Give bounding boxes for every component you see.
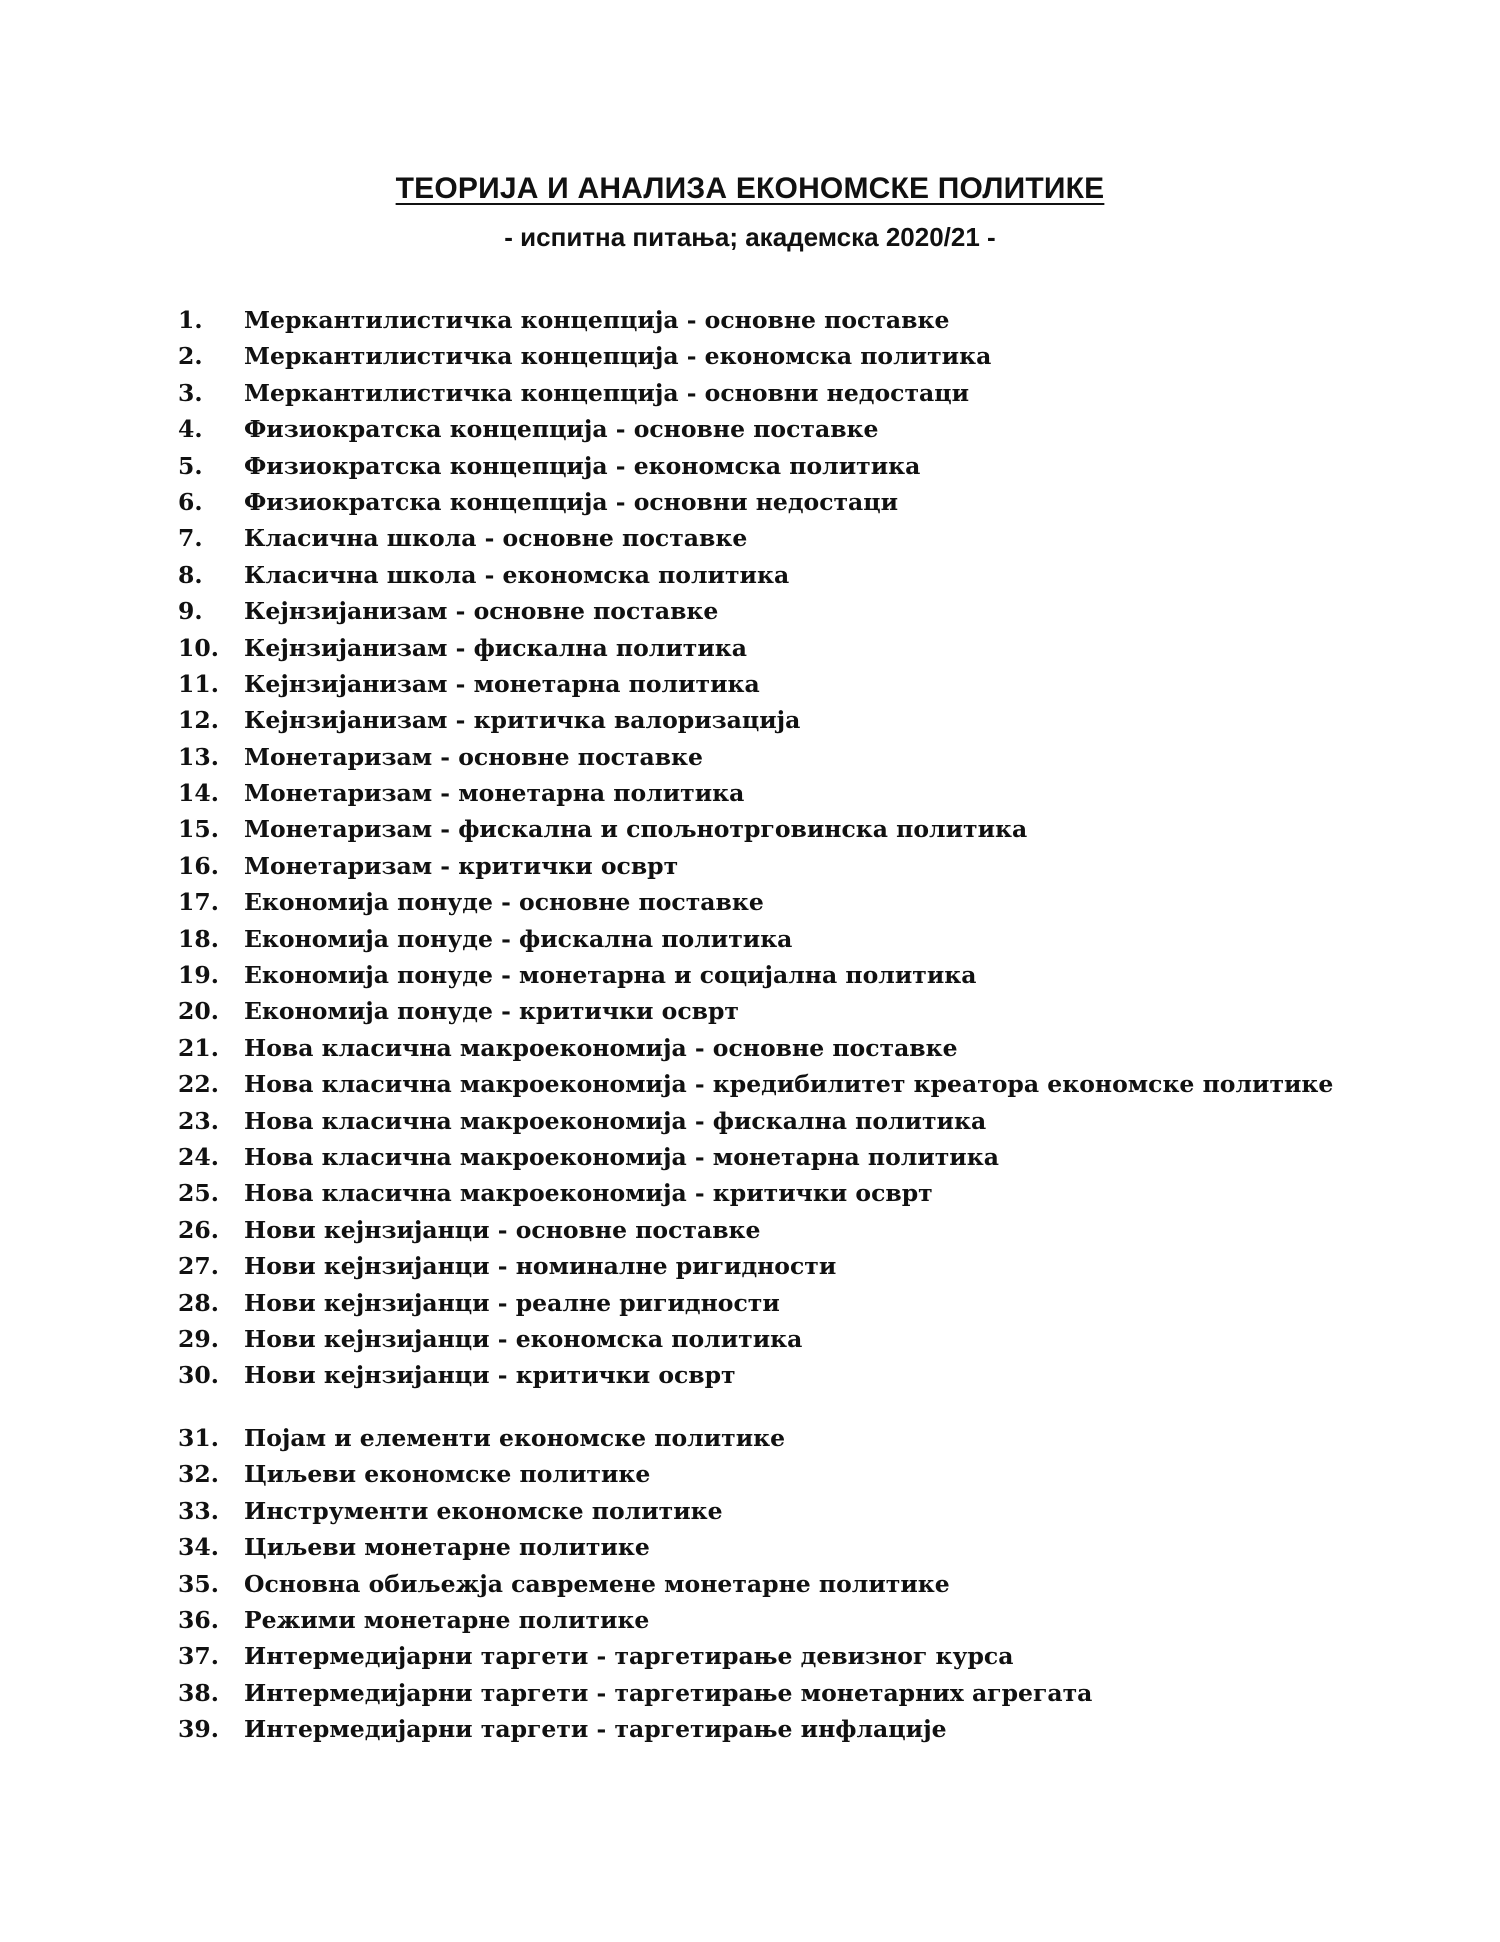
- question-number: 1.: [178, 306, 203, 334]
- question-item: [178, 848, 1333, 884]
- question-item: [178, 520, 1333, 556]
- question-text: Економија понуде - фискална политика: [244, 924, 793, 953]
- question-text: Физиократска концепција - основне поставке: [244, 415, 879, 444]
- question-item: [178, 993, 1333, 1029]
- question-number: 8.: [178, 560, 203, 589]
- question-text: Меркантилистичка концепција - економска политика: [244, 342, 992, 371]
- question-number: 18.: [178, 924, 219, 953]
- question-text: Нови кејнзијанци - критички осврт: [244, 1361, 736, 1390]
- question-number: 33.: [178, 1496, 219, 1525]
- question-text: Интермедијарни таргети - таргетирање монетарних агрегата: [244, 1678, 1093, 1707]
- question-text: Интермедијарни таргети - таргетирање инфлације: [244, 1715, 947, 1744]
- question-item: [178, 739, 1333, 775]
- question-text: Физиократска концепција - економска политика: [244, 451, 921, 480]
- question-item: [178, 811, 1333, 847]
- question-number: 29.: [178, 1324, 219, 1353]
- question-number: 22.: [178, 1070, 219, 1099]
- question-text: Нова класична макроекономија - монетарна политика: [244, 1142, 999, 1171]
- question-item: [178, 1420, 1092, 1456]
- question-number: 23.: [178, 1106, 219, 1135]
- question-item: [178, 1357, 1333, 1393]
- question-item: [178, 921, 1333, 957]
- question-number: 13.: [178, 742, 219, 771]
- question-text: Нови кејнзијанци - номиналне ригидности: [244, 1252, 837, 1281]
- question-number: 34.: [178, 1533, 219, 1562]
- question-number: 17.: [178, 888, 219, 917]
- question-number: 25.: [178, 1179, 219, 1208]
- question-number: 10.: [178, 633, 219, 662]
- question-text: Кејнзијанизам - основне поставке: [244, 597, 719, 626]
- question-item: [178, 1493, 1092, 1529]
- question-item: [178, 1602, 1092, 1638]
- question-number: 16.: [178, 851, 219, 880]
- question-number: 21.: [178, 1033, 219, 1062]
- question-text: Економија понуде - монетарна и социјална политика: [244, 961, 977, 990]
- question-number: 5.: [178, 451, 203, 480]
- question-item: [178, 338, 1333, 374]
- question-item: [178, 666, 1333, 702]
- question-number: 30.: [178, 1361, 219, 1390]
- question-text: Нови кејнзијанци - економска политика: [244, 1324, 803, 1353]
- question-number: 11.: [178, 669, 219, 698]
- question-item: [178, 1103, 1333, 1139]
- question-item: [178, 1030, 1333, 1066]
- question-item: [178, 1566, 1092, 1602]
- question-item: [178, 702, 1333, 738]
- question-number: 36.: [178, 1605, 219, 1634]
- question-item: [178, 411, 1333, 447]
- question-number: 28.: [178, 1288, 219, 1317]
- question-item: [178, 1066, 1333, 1102]
- question-number: 35.: [178, 1569, 219, 1598]
- question-number: 26.: [178, 1215, 219, 1244]
- question-text: Кејнзијанизам - критичка валоризација: [244, 706, 801, 735]
- question-text: Класична школа - економска политика: [244, 560, 790, 589]
- question-text: Циљеви монетарне политике: [244, 1533, 650, 1562]
- document-title: ТЕОРИЈА И АНАЛИЗА ЕКОНОМСКЕ ПОЛИТИКЕ: [395, 172, 1105, 205]
- question-item: [178, 1285, 1333, 1321]
- question-item: [178, 448, 1333, 484]
- question-text: Кејнзијанизам - монетарна политика: [244, 669, 760, 698]
- question-number: 2.: [178, 342, 203, 371]
- question-item: [178, 1175, 1333, 1211]
- question-text: Нова класична макроекономија - фискална политика: [244, 1106, 987, 1135]
- question-text: Економија понуде - основне поставке: [244, 888, 764, 917]
- question-text: Монетаризам - критички осврт: [244, 851, 679, 880]
- question-number: 6.: [178, 487, 203, 516]
- question-number: 4.: [178, 415, 203, 444]
- question-number: 20.: [178, 997, 219, 1026]
- question-text: Класична школа - основне поставке: [244, 524, 748, 553]
- question-item: [178, 484, 1333, 520]
- question-text: Појам и елементи економске политике: [244, 1424, 786, 1452]
- question-text: Интермедијарни таргети - таргетирање девизног курса: [244, 1642, 1014, 1671]
- question-number: 24.: [178, 1142, 219, 1171]
- question-item: [178, 1529, 1092, 1565]
- question-item: [178, 1456, 1092, 1492]
- question-item: [178, 375, 1333, 411]
- question-text: Меркантилистичка концепција - основне поставке: [244, 306, 950, 334]
- question-number: 39.: [178, 1715, 219, 1744]
- question-text: Основна обиљежја савремене монетарне политике: [244, 1569, 950, 1598]
- question-item: [178, 1711, 1092, 1747]
- question-text: Нови кејнзијанци - реалне ригидности: [244, 1288, 780, 1317]
- question-item: [178, 884, 1333, 920]
- question-list-part2: [178, 1420, 1092, 1748]
- document-subtitle: - испитна питања; академска 2020/21 -: [504, 222, 996, 252]
- question-item: [178, 775, 1333, 811]
- question-text: Физиократска концепција - основни недостаци: [244, 487, 899, 516]
- question-text: Режими монетарне политике: [244, 1605, 650, 1634]
- question-text: Циљеви економске политике: [244, 1460, 651, 1489]
- question-number: 31.: [178, 1424, 219, 1452]
- question-number: 27.: [178, 1252, 219, 1281]
- question-item: [178, 557, 1333, 593]
- question-text: Нова класична макроекономија - критички осврт: [244, 1179, 933, 1208]
- question-item: [178, 1212, 1333, 1248]
- question-number: 14.: [178, 779, 219, 808]
- question-list-part1: [178, 302, 1333, 1394]
- question-item: [178, 593, 1333, 629]
- question-item: [178, 1248, 1333, 1284]
- question-item: [178, 1139, 1333, 1175]
- question-text: Нова класична макроекономија - основне поставке: [244, 1033, 958, 1062]
- question-number: 7.: [178, 524, 203, 553]
- question-item: [178, 957, 1333, 993]
- question-number: 19.: [178, 961, 219, 990]
- question-number: 3.: [178, 378, 203, 407]
- question-text: Монетаризам - монетарна политика: [244, 779, 745, 808]
- question-item: [178, 1675, 1092, 1711]
- question-text: Монетаризам - фискална и спољнотрговинска политика: [244, 815, 1028, 844]
- question-number: 9.: [178, 597, 203, 626]
- question-text: Економија понуде - критички осврт: [244, 997, 739, 1026]
- question-number: 38.: [178, 1678, 219, 1707]
- question-item: [178, 630, 1333, 666]
- question-number: 15.: [178, 815, 219, 844]
- question-text: Нова класична макроекономија - кредибилитет креатора економске политике: [244, 1070, 1334, 1099]
- question-number: 32.: [178, 1460, 219, 1489]
- question-text: Инструменти економске политике: [244, 1496, 723, 1525]
- question-text: Нови кејнзијанци - основне поставке: [244, 1215, 761, 1244]
- question-number: 12.: [178, 706, 219, 735]
- question-item: [178, 1321, 1333, 1357]
- question-item: [178, 302, 1333, 338]
- question-text: Меркантилистичка концепција - основни недостаци: [244, 378, 970, 407]
- question-text: Кејнзијанизам - фискална политика: [244, 633, 747, 662]
- question-number: 37.: [178, 1642, 219, 1671]
- question-item: [178, 1638, 1092, 1674]
- question-text: Монетаризам - основне поставке: [244, 742, 703, 771]
